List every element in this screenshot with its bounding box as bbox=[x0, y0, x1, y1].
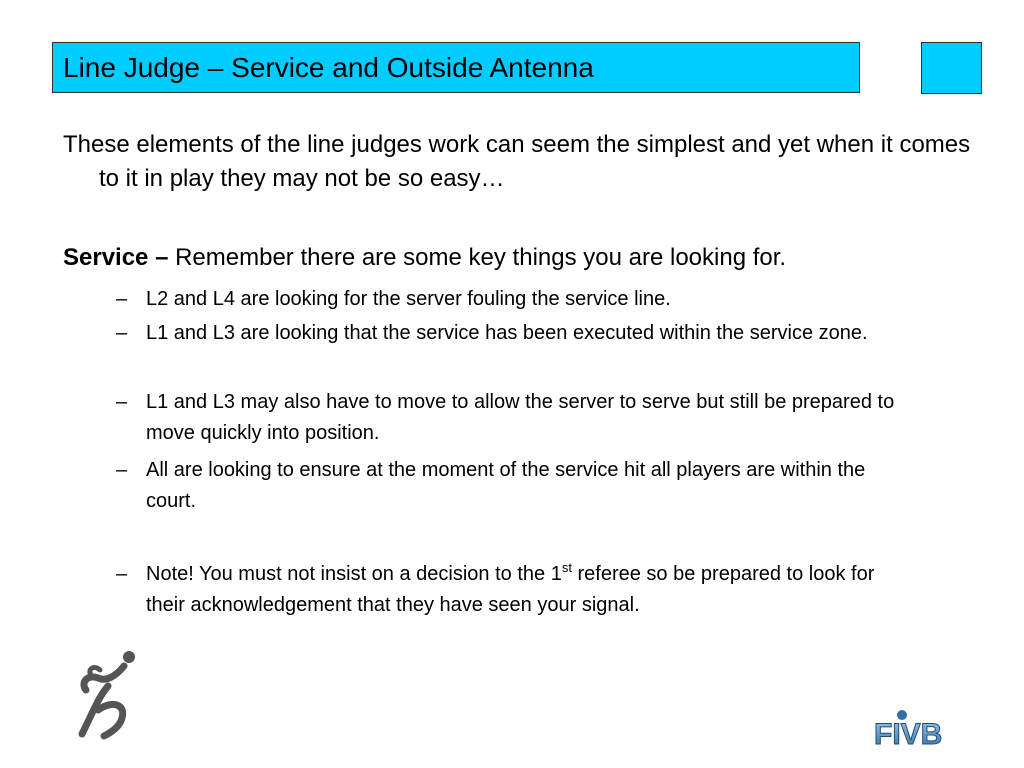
player-head bbox=[123, 651, 135, 663]
note-text bbox=[146, 559, 916, 621]
volleyball-player-icon bbox=[72, 648, 138, 740]
bullet-item bbox=[116, 387, 916, 449]
title-banner bbox=[52, 42, 860, 93]
service-heading-text: Remember there are some key things you are looking for. bbox=[168, 244, 787, 271]
bullet-text: L1 and L3 may also have to move to allow the server to serve but still be prepared to move quickly into position. bbox=[146, 391, 895, 444]
player-leg bbox=[98, 704, 123, 736]
note-text-before: Note! You must not insist on a decision to the 1 bbox=[146, 563, 562, 585]
fivb-logo-text: FIVB bbox=[874, 718, 943, 750]
note-superscript: st bbox=[561, 560, 572, 575]
note-text-after: referee so be prepared to look for their acknowledgement that they have seen your signal. bbox=[146, 563, 875, 616]
note-item bbox=[116, 559, 916, 621]
fivb-logo bbox=[872, 706, 976, 750]
bullet-dash: – bbox=[116, 391, 128, 413]
service-heading bbox=[63, 243, 786, 273]
bullet-dash: – bbox=[116, 563, 128, 585]
bullet-text: L2 and L4 are looking for the server fouling the service line. bbox=[146, 288, 671, 310]
bullet-item bbox=[116, 284, 916, 315]
bullet-item bbox=[116, 455, 916, 517]
slide-title: Line Judge – Service and Outside Antenna bbox=[63, 52, 594, 83]
bullet-item bbox=[116, 318, 916, 349]
corner-decoration bbox=[921, 42, 982, 94]
bullet-dash: – bbox=[116, 459, 128, 481]
bullet-dash: – bbox=[116, 288, 128, 310]
bullet-text: L1 and L3 are looking that the service has been executed within the service zone. bbox=[146, 322, 868, 344]
bullet-dash: – bbox=[116, 322, 128, 344]
service-heading-bold: Service – bbox=[63, 244, 169, 271]
bullet-text: All are looking to ensure at the moment of the service hit all players are within the court. bbox=[146, 459, 866, 512]
intro-paragraph: These elements of the line judges work can seem the simplest and yet when it comes to it in play they may not be so easy… bbox=[63, 131, 971, 192]
